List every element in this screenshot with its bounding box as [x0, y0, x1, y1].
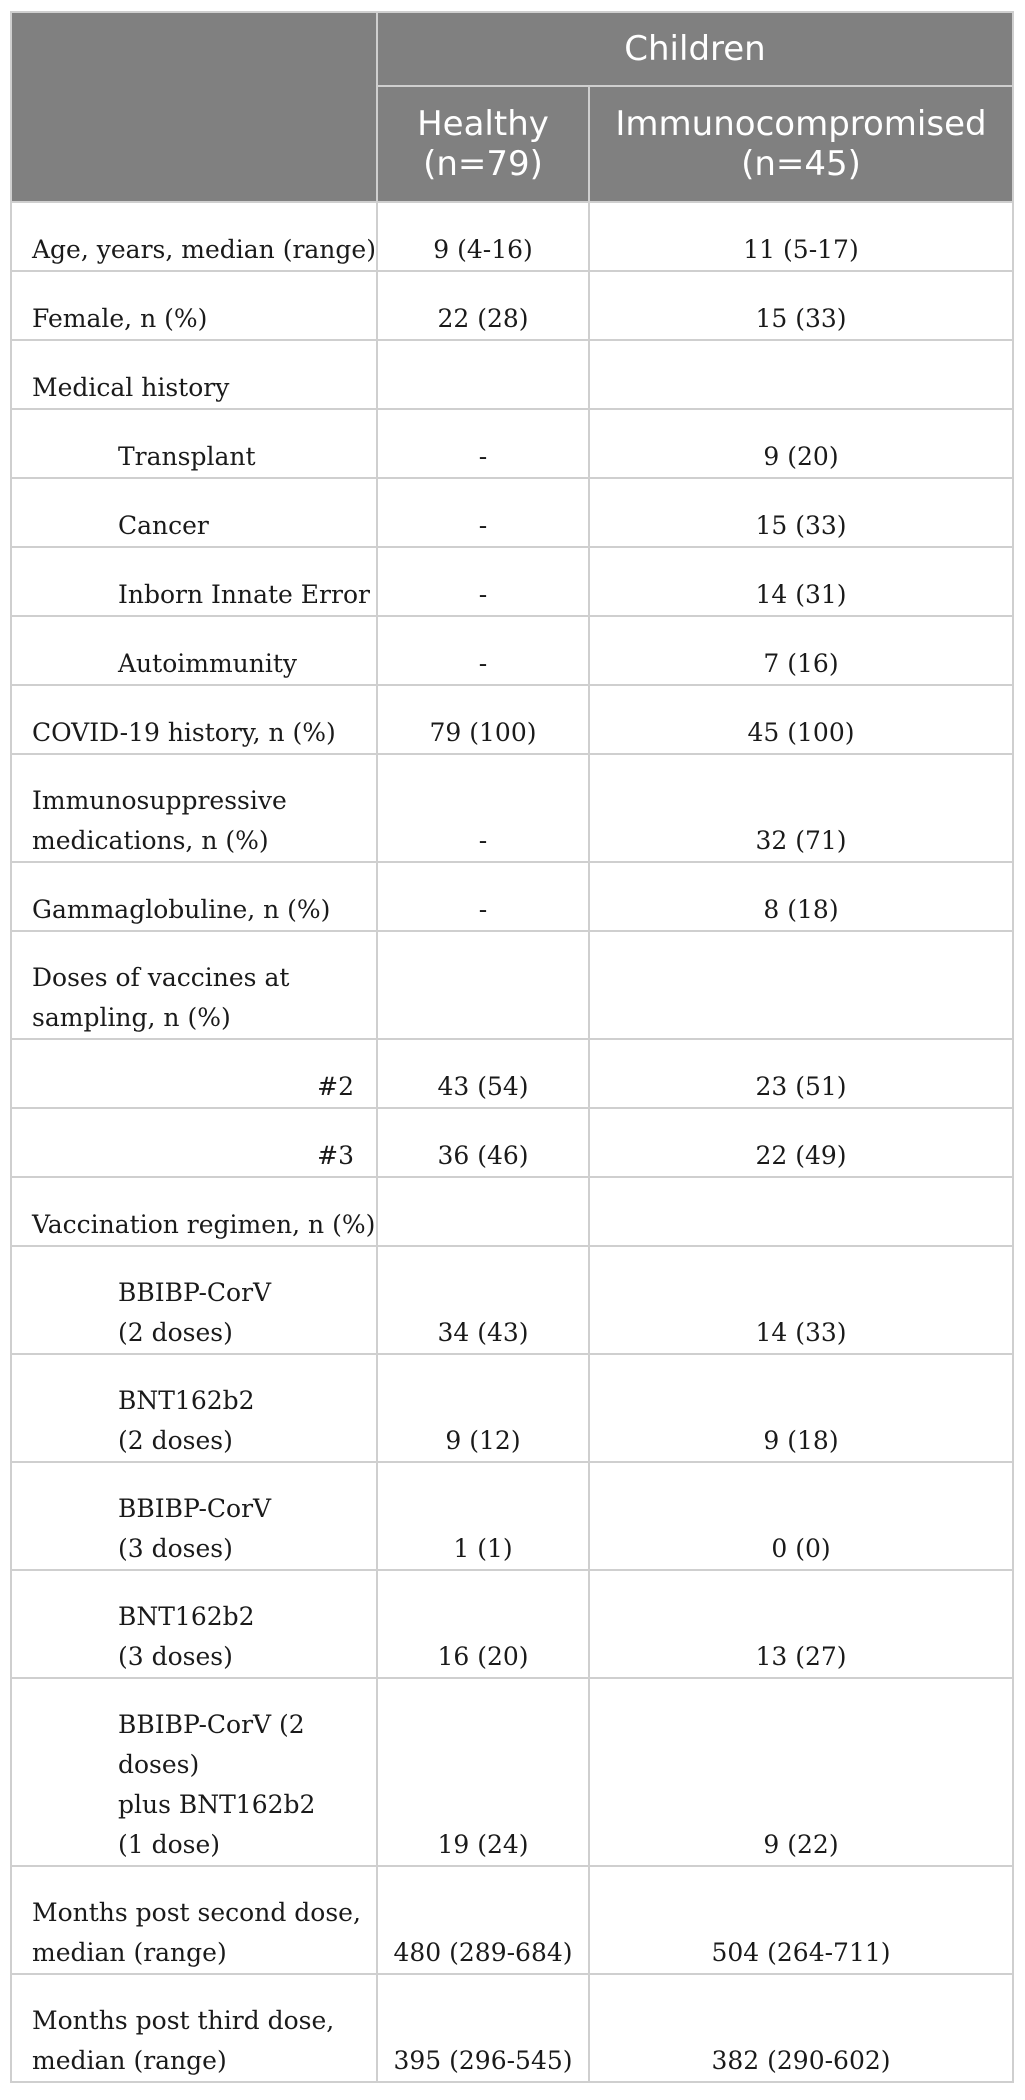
row-label-line: Doses of vaccines at — [32, 963, 290, 992]
cell-immunocompromised: 45 (100) — [589, 685, 1013, 754]
cell-immunocompromised — [589, 1177, 1013, 1246]
table-row — [11, 547, 1013, 616]
row-label — [11, 616, 377, 685]
cell-healthy: - — [377, 616, 589, 685]
cell-healthy: 36 (46) — [377, 1108, 589, 1177]
row-label — [11, 1177, 377, 1246]
cell-immunocompromised: 15 (33) — [589, 478, 1013, 547]
table-row — [11, 1039, 1013, 1108]
row-label — [11, 754, 377, 862]
cell-immunocompromised: 14 (31) — [589, 547, 1013, 616]
cell-healthy: 43 (54) — [377, 1039, 589, 1108]
header-group-children: Children — [377, 12, 1013, 86]
row-label-line: doses) — [118, 1750, 200, 1779]
cell-healthy: 16 (20) — [377, 1570, 589, 1678]
row-label-line: BNT162b2 — [118, 1386, 255, 1415]
cell-healthy: 34 (43) — [377, 1246, 589, 1354]
row-label-line: (3 doses) — [118, 1642, 233, 1671]
cell-immunocompromised: 382 (290-602) — [589, 1974, 1013, 2082]
table-row — [11, 1108, 1013, 1177]
cell-immunocompromised — [589, 931, 1013, 1039]
header-col-healthy — [377, 86, 589, 202]
row-label — [11, 862, 377, 931]
cell-healthy: - — [377, 478, 589, 547]
table-row — [11, 931, 1013, 1039]
cell-immunocompromised: 22 (49) — [589, 1108, 1013, 1177]
row-label-line: Medical history — [32, 373, 230, 402]
row-label — [11, 1678, 377, 1866]
row-label-line: Gammaglobuline, n (%) — [32, 895, 331, 924]
table-row — [11, 1570, 1013, 1678]
table-row — [11, 754, 1013, 862]
row-label-line: Transplant — [118, 442, 256, 471]
row-label-line: Age, years, median (range) — [32, 235, 376, 264]
row-label — [11, 1570, 377, 1678]
row-label-line: (2 doses) — [118, 1426, 233, 1455]
row-label-line: Inborn Innate Error — [118, 580, 370, 609]
table-row — [11, 1177, 1013, 1246]
header-col-immuno-n: (n=45) — [741, 144, 861, 184]
row-label — [11, 547, 377, 616]
table-body — [11, 202, 1013, 2082]
row-label — [11, 202, 377, 271]
row-label — [11, 1039, 377, 1108]
header-row-group — [11, 12, 1013, 86]
row-label-line: #3 — [317, 1141, 354, 1170]
header-col-healthy-name: Healthy — [417, 104, 549, 144]
cell-healthy: 9 (4-16) — [377, 202, 589, 271]
cell-healthy: 480 (289-684) — [377, 1866, 589, 1974]
cell-immunocompromised: 504 (264-711) — [589, 1866, 1013, 1974]
table-row — [11, 1246, 1013, 1354]
row-label-line: (3 doses) — [118, 1534, 233, 1563]
table-row — [11, 409, 1013, 478]
row-label-line: median (range) — [32, 2046, 227, 2075]
cell-immunocompromised: 11 (5-17) — [589, 202, 1013, 271]
table-header — [11, 12, 1013, 202]
row-label — [11, 931, 377, 1039]
table-row — [11, 478, 1013, 547]
cell-healthy — [377, 931, 589, 1039]
cell-immunocompromised: 23 (51) — [589, 1039, 1013, 1108]
header-col-immunocompromised — [589, 86, 1013, 202]
table-row — [11, 271, 1013, 340]
cell-immunocompromised: 32 (71) — [589, 754, 1013, 862]
cell-immunocompromised: 9 (22) — [589, 1678, 1013, 1866]
row-label-line: (1 dose) — [118, 1830, 221, 1859]
header-corner-cell — [11, 12, 377, 202]
row-label — [11, 1108, 377, 1177]
cell-immunocompromised: 9 (20) — [589, 409, 1013, 478]
row-label — [11, 1974, 377, 2082]
row-label-line: (2 doses) — [118, 1318, 233, 1347]
cell-immunocompromised: 8 (18) — [589, 862, 1013, 931]
table-row — [11, 862, 1013, 931]
table-row — [11, 202, 1013, 271]
cell-immunocompromised — [589, 340, 1013, 409]
row-label-line: Cancer — [118, 511, 209, 540]
row-label-line: Immunosuppressive — [32, 786, 287, 815]
row-label — [11, 1462, 377, 1570]
row-label — [11, 409, 377, 478]
cell-healthy: 79 (100) — [377, 685, 589, 754]
cell-immunocompromised: 9 (18) — [589, 1354, 1013, 1462]
row-label-line: COVID-19 history, n (%) — [32, 718, 336, 747]
header-col-healthy-n: (n=79) — [423, 144, 543, 184]
row-label-line: Months post third dose, — [32, 2006, 335, 2035]
row-label-line: Vaccination regimen, n (%) — [32, 1210, 376, 1239]
row-label — [11, 1866, 377, 1974]
row-label — [11, 478, 377, 547]
row-label-line: medications, n (%) — [32, 826, 269, 855]
cell-immunocompromised: 13 (27) — [589, 1570, 1013, 1678]
row-label-line: Autoimmunity — [118, 649, 298, 678]
table-row — [11, 1866, 1013, 1974]
cell-healthy: - — [377, 862, 589, 931]
row-label — [11, 1246, 377, 1354]
cell-immunocompromised: 14 (33) — [589, 1246, 1013, 1354]
row-label — [11, 685, 377, 754]
cell-immunocompromised: 15 (33) — [589, 271, 1013, 340]
cell-healthy: 22 (28) — [377, 271, 589, 340]
cell-healthy: 9 (12) — [377, 1354, 589, 1462]
row-label-line: Female, n (%) — [32, 304, 208, 333]
table-row — [11, 685, 1013, 754]
cell-healthy — [377, 1177, 589, 1246]
row-label — [11, 271, 377, 340]
row-label-line: BNT162b2 — [118, 1602, 255, 1631]
table-row — [11, 1354, 1013, 1462]
demographics-table — [10, 11, 1014, 2083]
cell-healthy: - — [377, 754, 589, 862]
row-label-line: BBIBP-CorV — [118, 1278, 272, 1307]
cell-healthy: 395 (296-545) — [377, 1974, 589, 2082]
row-label-line: median (range) — [32, 1938, 227, 1967]
row-label-line: sampling, n (%) — [32, 1003, 231, 1032]
cell-healthy: 1 (1) — [377, 1462, 589, 1570]
cell-healthy: - — [377, 547, 589, 616]
row-label-line: BBIBP-CorV (2 — [118, 1710, 305, 1739]
row-label-line: Months post second dose, — [32, 1898, 361, 1927]
cell-immunocompromised: 0 (0) — [589, 1462, 1013, 1570]
table-row — [11, 1462, 1013, 1570]
table-row — [11, 1974, 1013, 2082]
cell-immunocompromised: 7 (16) — [589, 616, 1013, 685]
row-label — [11, 1354, 377, 1462]
table-row — [11, 1678, 1013, 1866]
header-col-immuno-name: Immunocompromised — [615, 104, 987, 144]
row-label-line: BBIBP-CorV — [118, 1494, 272, 1523]
table-row — [11, 340, 1013, 409]
table-row — [11, 616, 1013, 685]
row-label-line: plus BNT162b2 — [118, 1790, 316, 1819]
row-label — [11, 340, 377, 409]
cell-healthy: - — [377, 409, 589, 478]
cell-healthy — [377, 340, 589, 409]
row-label-line: #2 — [317, 1072, 354, 1101]
cell-healthy: 19 (24) — [377, 1678, 589, 1866]
